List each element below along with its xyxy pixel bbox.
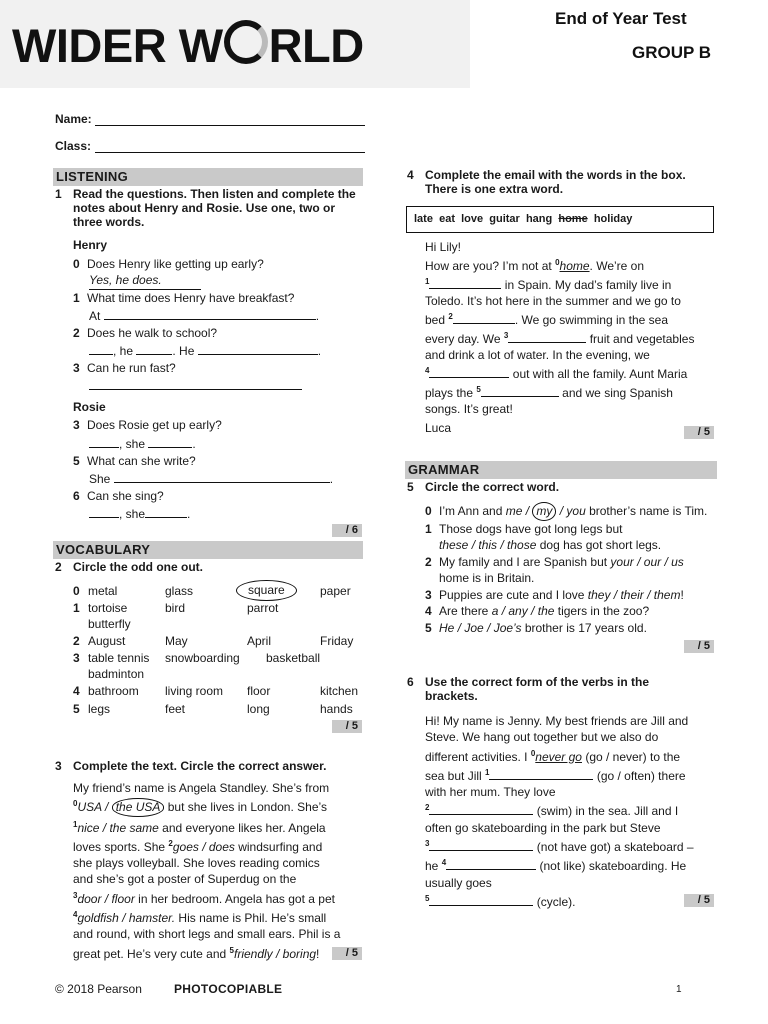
vocab-word: table tennis bbox=[88, 651, 150, 665]
rosie-label: Rosie bbox=[73, 400, 106, 414]
grammar-heading: GRAMMAR bbox=[405, 461, 717, 479]
answer-line[interactable] bbox=[429, 365, 509, 378]
answer-line[interactable] bbox=[489, 767, 593, 780]
vocab-word: floor bbox=[247, 684, 271, 698]
group-label: GROUP B bbox=[632, 43, 712, 62]
test-title: End of Year Test bbox=[555, 9, 687, 28]
word-box: late eat love guitar hang home holiday bbox=[406, 206, 714, 233]
vocab-word: butterfly bbox=[88, 617, 131, 631]
grammar-items: 0 I’m Ann and me / my / you brother’s name is Tim. 1 Those dogs have got long legs but these / this / those dog has got short legs. 2 My family and I are Spanish but your / our / us home is in Britain. 3 Puppies are cute and I love they / their / them! 4 Are there a / any / the tigers in the zoo? 5 He / Joe / Joe’s brother is 17 years old. bbox=[425, 504, 708, 635]
vocab-word: bird bbox=[165, 601, 186, 615]
henry-a3-line[interactable] bbox=[89, 389, 302, 390]
vocab-row-5: 5 bbox=[73, 702, 80, 716]
answer-line[interactable] bbox=[89, 505, 119, 518]
vocab-word: May bbox=[165, 634, 188, 648]
q4-score: / 5 bbox=[684, 426, 714, 439]
vocab-row-4: 4 bbox=[73, 684, 80, 698]
vocab-row-1: 1 bbox=[73, 601, 80, 615]
answer-line[interactable] bbox=[453, 311, 515, 324]
rosie-q5: 5 What can she write? bbox=[73, 454, 196, 468]
vocab-word: legs bbox=[88, 702, 111, 716]
vocab-word: April bbox=[247, 634, 272, 648]
name-line[interactable] bbox=[95, 125, 365, 126]
henry-q0: 0 Does Henry like getting up early? bbox=[73, 257, 264, 271]
q4-instruction: Complete the email with the words in the box. There is one extra word. bbox=[425, 168, 686, 196]
henry-q1: 1 What time does Henry have breakfast? bbox=[73, 291, 295, 305]
q1-instruction: Read the questions. Then listen and complete the notes about Henry and Rosie. Use one, two or three words. bbox=[73, 187, 356, 229]
q2-instruction: Circle the odd one out. bbox=[73, 560, 204, 574]
answer-line[interactable] bbox=[104, 307, 316, 320]
name-label: Name: bbox=[55, 112, 92, 126]
q3-instruction: Complete the text. Circle the correct answer. bbox=[73, 759, 327, 773]
answer-line[interactable] bbox=[429, 276, 501, 289]
vocab-word: August bbox=[88, 634, 126, 648]
vocab-row-0: 0 bbox=[73, 584, 80, 598]
answer-line[interactable] bbox=[89, 342, 113, 355]
answer-line[interactable] bbox=[508, 330, 586, 343]
class-label: Class: bbox=[55, 139, 92, 153]
vocab-word: tortoise bbox=[88, 601, 128, 615]
grammar-score: / 5 bbox=[684, 640, 714, 653]
answer-line[interactable] bbox=[429, 893, 533, 906]
q1-number: 1 bbox=[55, 187, 62, 201]
vocab-word: kitchen bbox=[320, 684, 359, 698]
vocabulary-score: / 5 bbox=[332, 720, 362, 733]
vocab-row-3: 3 bbox=[73, 651, 80, 665]
q3-text: My friend’s name is Angela Standley. She’s from $^0$USA / the USA but she lives in London. She’s $^1$nice / the same and everyone likes her. Angela loves sports. She $^2$goes / does windsurfing and she plays volleyball. She loves reading comics and she’s got a poster of Superdug on the $^3$door / floor in her bedroom. Angela has got a pet $^4$goldfish / hamster. His name is Phil. He’s small and round, with short legs and small ears. Phil is a great pet. He’s very cute and $^5$friendly / boring! bbox=[73, 781, 341, 961]
answer-line[interactable] bbox=[89, 435, 119, 448]
rosie-a6: , she . bbox=[89, 505, 190, 523]
answer-line[interactable] bbox=[446, 857, 536, 870]
answer-line[interactable] bbox=[481, 384, 559, 397]
rosie-a3: , she . bbox=[89, 435, 196, 453]
vocab-word: bathroom bbox=[88, 684, 139, 698]
logo-o-icon bbox=[224, 20, 268, 64]
listening-score: / 6 bbox=[332, 524, 362, 537]
henry-a0: Yes, he does. bbox=[89, 272, 201, 290]
photocopiable-label: PHOTOCOPIABLE bbox=[174, 982, 283, 996]
vocab-word: glass bbox=[165, 584, 194, 598]
vocabulary-heading: VOCABULARY bbox=[53, 541, 363, 559]
verbs-text: Hi! My name is Jenny. My best friends are Jill and Steve. We hang out together but we also do different activities. I $^0$never go (go / never) to the sea but Jill $^1$ (go / often) there with her mum. They love $^2$ (swim) in the sea. Jill and I often go skateboarding in the park but Steve $^3$ (not have got) a skateboard – he $^4$ (not like) skateboarding. He usually goes $^5$ (cycle). bbox=[425, 714, 694, 909]
vocab-word: paper bbox=[320, 584, 351, 598]
henry-a1: At . bbox=[89, 309, 320, 323]
verbs-score: / 5 bbox=[684, 894, 714, 907]
rosie-q6: 6 Can she sing? bbox=[73, 489, 164, 503]
answer-line[interactable] bbox=[145, 505, 187, 518]
vocab-word: hands bbox=[320, 702, 353, 716]
henry-a2: , he . He . bbox=[89, 342, 321, 360]
circled-answer: the USA bbox=[112, 798, 165, 816]
circled-answer: my bbox=[532, 502, 556, 521]
answer-line[interactable] bbox=[136, 342, 172, 355]
class-line[interactable] bbox=[95, 152, 365, 153]
vocab-row-2: 2 bbox=[73, 634, 80, 648]
rosie-q3: 3 Does Rosie get up early? bbox=[73, 418, 222, 432]
vocab-word: feet bbox=[165, 702, 186, 716]
henry-q2: 2 Does he walk to school? bbox=[73, 326, 218, 340]
rosie-a5: She . bbox=[89, 472, 334, 486]
vocab-word: basketball bbox=[266, 651, 321, 665]
answer-line[interactable] bbox=[429, 802, 533, 815]
wider-world-logo: WIDER W RLD bbox=[12, 19, 364, 72]
q5-instruction: Circle the correct word. bbox=[425, 480, 560, 494]
henry-label: Henry bbox=[73, 238, 108, 252]
email-text: Hi Lily! How are you? I’m not at $^0$home. We’re on $^1$ in Spain. My dad’s family live in Toledo. It’s hot here in the summer and we go to bed $^2$ . We go swimming in the sea every day. We $^3$ fruit and vegetables and drink a lot of water. In the evening, we $^4$ out with all the family. Aunt Maria plays the $^5$ and we sing Spanish songs. It’s great! Luca bbox=[425, 240, 695, 435]
vocab-word: snowboarding bbox=[165, 651, 240, 665]
answer-line[interactable] bbox=[114, 470, 330, 483]
answer-line[interactable] bbox=[198, 342, 318, 355]
vocab-word: badminton bbox=[88, 667, 145, 681]
q6-number: 6 bbox=[407, 675, 414, 689]
answer-line[interactable] bbox=[429, 838, 533, 851]
q6-instruction: Use the correct form of the verbs in the brackets. bbox=[425, 675, 650, 703]
vocab-word: living room bbox=[165, 684, 224, 698]
q2-number: 2 bbox=[55, 560, 62, 574]
henry-q3: 3 Can he run fast? bbox=[73, 361, 176, 375]
vocab-word-circled: square bbox=[236, 580, 297, 601]
vocab-word: metal bbox=[88, 584, 118, 598]
vocab-word: long bbox=[247, 702, 270, 716]
q4-number: 4 bbox=[407, 168, 414, 182]
vocab-word: parrot bbox=[247, 601, 279, 615]
page-number: 1 bbox=[676, 984, 682, 995]
answer-line[interactable] bbox=[148, 435, 192, 448]
q3-number: 3 bbox=[55, 759, 62, 773]
copyright: © 2018 Pearson bbox=[55, 982, 142, 996]
q3-score: / 5 bbox=[332, 947, 362, 960]
q5-number: 5 bbox=[407, 480, 414, 494]
vocab-word: Friday bbox=[320, 634, 354, 648]
listening-heading: LISTENING bbox=[53, 168, 363, 186]
